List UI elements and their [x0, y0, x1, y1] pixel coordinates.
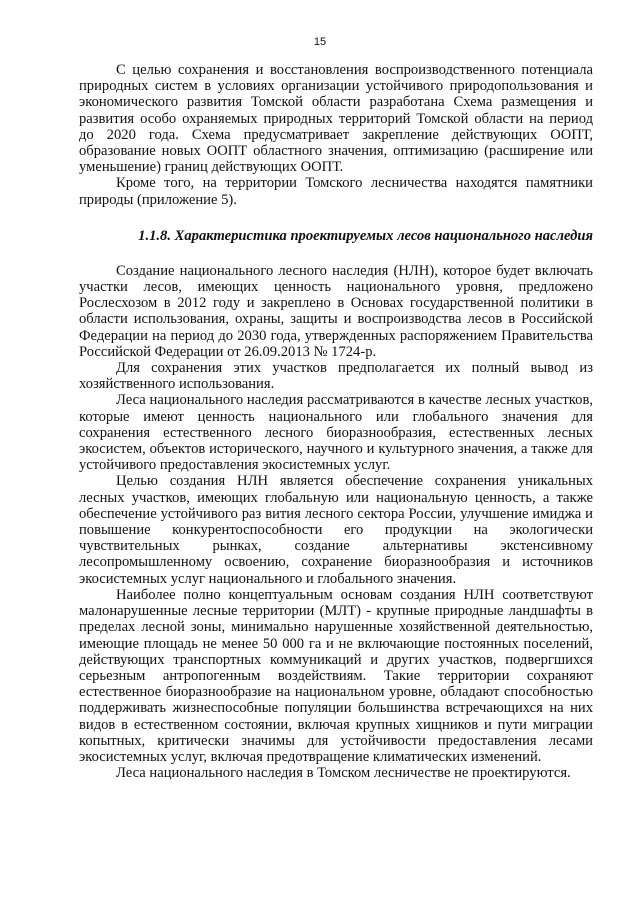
paragraph-oopt-scheme: С целью сохранения и восстановления воспроизводственного потенциала природных систем в условиях организации устойчивого природопользования и экономического развития Томской области разработана Схема размещения и развития особо охраняемых природных территорий Томской области на период до 2020 года. Схема предусматривает закрепление действующих ООПТ, образование новых ООПТ областного значения, оптимизацию (расширение или уменьшение) границ действующих ООПТ.: [79, 62, 593, 176]
paragraph-withdrawal: Для сохранения этих участков предполагается их полный вывод из хозяйственного использования.: [79, 360, 593, 393]
page-number: 15: [313, 36, 327, 48]
paragraph-nln-creation: Создание национального лесного наследия (НЛН), которое будет включать участки лесов, имеющих ценность национального уровня, предложено Рослесхозом в 2012 году и закреплено в Основах государственной политики в области использования, охраны, защиты и воспроизводства лесов в Российской Федерации на период до 2030 года, утвержденных распоряжением Правительства Российской Федерации от 26.09.2013 № 1724-р.: [79, 262, 593, 360]
paragraph-nln-goal: Целью создания НЛН является обеспечение сохранения уникальных лесных участков, имеющих глобальную или национальную ценность, а также обеспечение устойчивого раз вития лесного сектора России, улучшение имиджа и повышение конкурентоспособности его продукции на экологически чувствительных рынках, создание альтернативы экстенсивному лесопромышленному освоению, сохранение биоразнообразия и источников экосистемных услуг национального и глобального значения.: [79, 473, 593, 587]
paragraph-conclusion: Леса национального наследия в Томском лесничестве не проектируются.: [116, 765, 571, 782]
paragraph-nature-monuments: Кроме того, на территории Томского лесничества находятся памятники природы (приложение 5).: [79, 175, 593, 208]
paragraph-mlt: Наиболее полно концептуальным основам создания НЛН соответствуют малонарушенные лесные территории (МЛТ) - крупные природные ландшафты в пределах лесной зоны, минимально нарушенные хозяйственной деятельностью, имеющие площадь не менее 50 000 га и не включающие постоянных поселений, действующих транспортных коммуникаций и других участков, подвергшихся серьезным антропогенным воздействиям. Такие территории сохраняют естественное биоразнообразие на национальном уровне, обладают способностью поддерживать жизнеспособные популяции большинства встречающихся на них видов в естественном состоянии, включая крупных хищников и пути миграции копытных, критически значимы для устойчивости предоставления лесами экосистемных услуг, включая предотвращение климатических изменений.: [79, 586, 593, 765]
document-body: [79, 62, 593, 781]
paragraph-nln-definition: Леса национального наследия рассматриваются в качестве лесных участков, которые имеют ценность национального или глобального значения для сохранения естественного лесного биоразнообразия, естественных лесных экосистем, объектов исторического, научного и культурного значения, а также для устойчивого предоставления экосистемных услуг.: [79, 392, 593, 474]
section-heading: 1.1.8. Характеристика проектируемых лесов национального наследия: [138, 227, 593, 244]
